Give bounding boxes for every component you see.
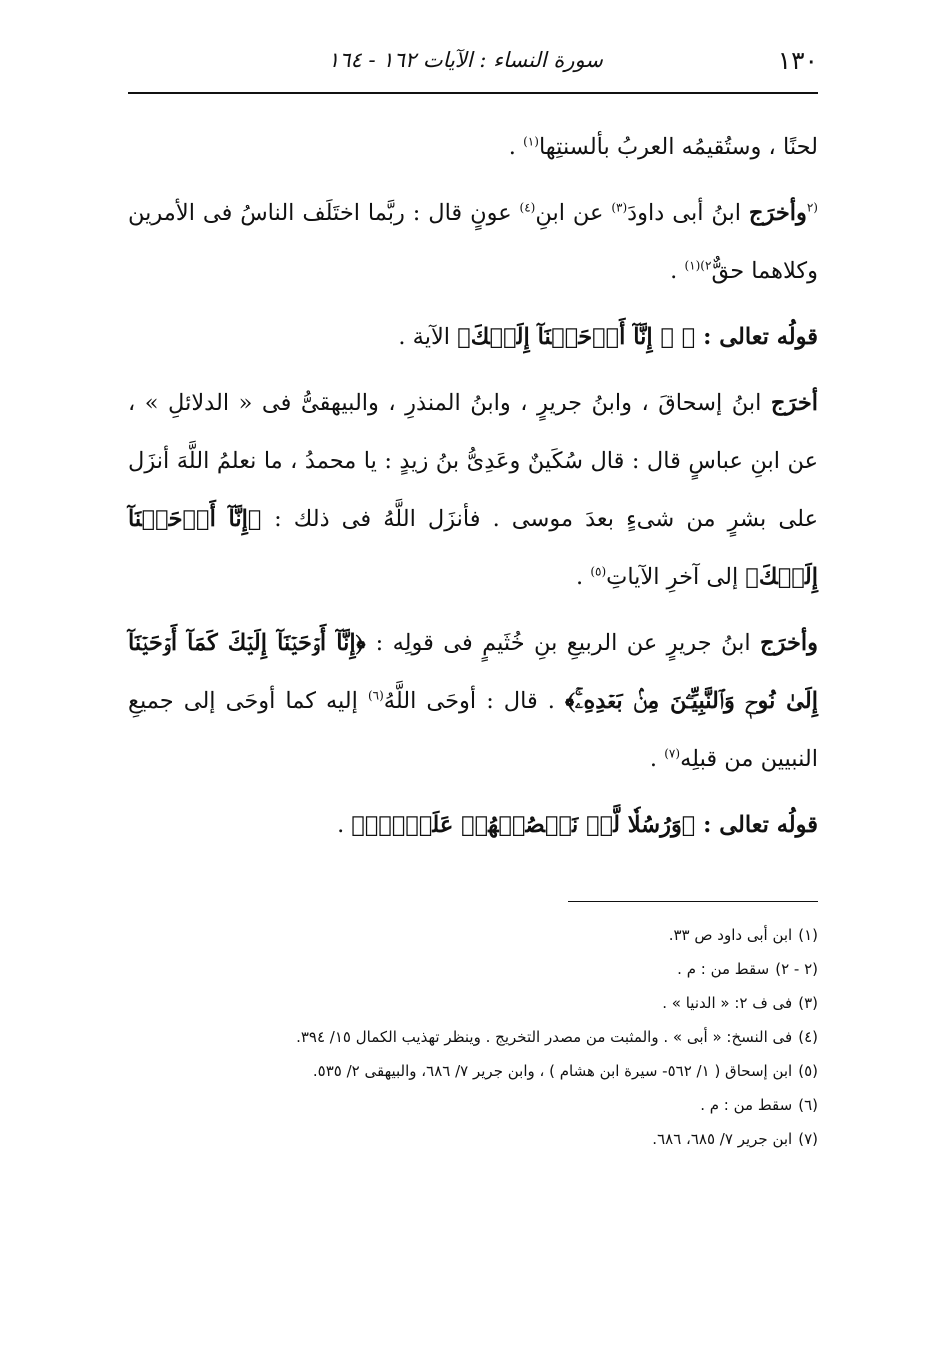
quran-verse: ﴿إِنَّآ أَوۡحَيۡنَآ إِلَيۡكَ﴾ <box>128 506 818 590</box>
paragraph-end: . <box>508 134 524 160</box>
footnote-ref: (١) <box>523 134 539 149</box>
footnote-text: سقط من : م . <box>677 960 770 978</box>
footnote <box>128 1054 818 1088</box>
verse-heading: قولُه تعالى : <box>703 812 818 838</box>
footnotes <box>128 918 818 1156</box>
footnote-ref: ٢)(١) <box>684 258 712 273</box>
footnote-ref: (٦) <box>367 688 384 703</box>
footnote-number: (٣) <box>798 994 818 1012</box>
footnote-ref: (٧) <box>664 746 681 761</box>
main-text <box>128 118 818 862</box>
paragraph-text: إلى آخرِ الآياتِ <box>606 564 746 590</box>
paragraph-5 <box>128 614 818 788</box>
page-number: ١٣٠ <box>777 46 818 75</box>
footnote-number: (٢ - ٢) <box>775 960 818 978</box>
footnote-text: فى النسخ: « أبى » . والمثبت من مصدر التخريج . وينظر تهذيب الكمال ١٥/ ٣٩٤. <box>296 1028 793 1046</box>
footnote <box>128 986 818 1020</box>
paragraph-lead: وأخرَج <box>760 630 818 656</box>
paragraph-end: . <box>670 258 685 284</box>
header-divider <box>128 92 818 94</box>
footnote <box>128 952 818 986</box>
footnote-number: (٦) <box>798 1096 818 1114</box>
running-title: سورة النساء : الآيات ١٦٢ - ١٦٤ <box>328 48 603 72</box>
paragraph-text: ابنُ إسحاقَ ، وابنُ جريرٍ ، وابنُ المنذرِ ، والبيهقىُّ فى « الدلائلِ » ، عن ابنِ عباسٍ قال : قال سُكَينٌ وعَدِىُّ بنُ زيدٍ : يا محمدُ ، ما نعلمُ اللَّهَ أنزَل على بشرٍ من شىءٍ بعدَ موسى . فأنزَل اللَّهُ فى ذلك : <box>128 390 818 532</box>
footnote <box>128 1122 818 1156</box>
footnote-text: سقط من : م . <box>700 1096 793 1114</box>
quran-verse: ﴿وَرُسُلٗا لَّمۡ نَقۡصُصۡهُمۡ عَلَيۡكَۚ﴾ <box>351 812 704 838</box>
paragraph-text: إليه كما أوحَى إلى جميعِ النبيين من قبلِه <box>128 688 818 772</box>
paragraph-6 <box>128 796 818 854</box>
quran-verse: ﴿إِنَّآ أَوۡحَيۡنَآ إِلَيۡكَ كَمَآ أَوۡحَيۡنَآ إِلَىٰ نُوحٖ وَٱلنَّبِيِّـۧنَ مِنۢ بَعۡدِهِۦۚ﴾ <box>128 630 818 714</box>
footnote-number: (٤) <box>798 1028 818 1046</box>
page-header <box>128 44 818 84</box>
verse-heading: قولُه تعالى : <box>703 324 818 350</box>
footnote-number: (٧) <box>798 1130 818 1148</box>
paragraph-2 <box>128 184 818 300</box>
footnote-text: فى ف ٢: « الدنيا » . <box>662 994 793 1012</box>
footnote-ref-open: (٢ <box>806 200 818 215</box>
footnote <box>128 1020 818 1054</box>
paragraph-3 <box>128 308 818 366</box>
paragraph-text: . قال : أوحَى اللَّهُ <box>383 688 565 714</box>
footnote-text: ابن أبى داود ص ٣٣. <box>668 926 793 944</box>
footnote-text: ابن جرير ٧/ ٦٨٥، ٦٨٦. <box>652 1130 793 1148</box>
footnote-ref: (٤) <box>519 200 536 215</box>
footnote-ref: (٣) <box>611 200 628 215</box>
footnote <box>128 1088 818 1122</box>
paragraph-text: ابنُ جريرٍ عن الربيعِ بنِ خُثَيمٍ فى قولِه : <box>375 630 761 656</box>
paragraph-text: عونٍ قال : ربَّما اختَلَف الناسُ فى الأمرين وكلاهما حقٌّ <box>128 200 818 284</box>
paragraph-end: . <box>337 812 352 838</box>
paragraph-lead: وأخرَج <box>748 200 807 226</box>
paragraph-end: . <box>576 564 591 590</box>
footnote-divider <box>568 901 818 902</box>
paragraph-text: لحنًا ، وستُقيمُه العربُ بألسنتِها <box>538 134 818 160</box>
footnote-ref: (٥) <box>590 564 607 579</box>
paragraph-1 <box>128 118 818 176</box>
paragraph-lead: أخرَج <box>770 390 818 416</box>
footnote <box>128 918 818 952</box>
paragraph-text: عن ابنِ <box>535 200 612 226</box>
footnote-text: ابن إسحاق ( ١/ ٥٦٢- سيرة ابن هشام ) ، وابن جرير ٧/ ٦٨٦، والبيهقى ٢/ ٥٣٥. <box>312 1062 793 1080</box>
paragraph-text: ابنُ أبى داودَ <box>627 200 749 226</box>
footnote-number: (١) <box>798 926 818 944</box>
paragraph-end: الآية . <box>398 324 458 350</box>
paragraph-4 <box>128 374 818 606</box>
paragraph-end: . <box>649 746 665 772</box>
quran-verse: ﴿ ۞ إِنَّآ أَوۡحَيۡنَآ إِلَيۡكَ﴾ <box>457 324 704 350</box>
footnote-number: (٥) <box>798 1062 818 1080</box>
